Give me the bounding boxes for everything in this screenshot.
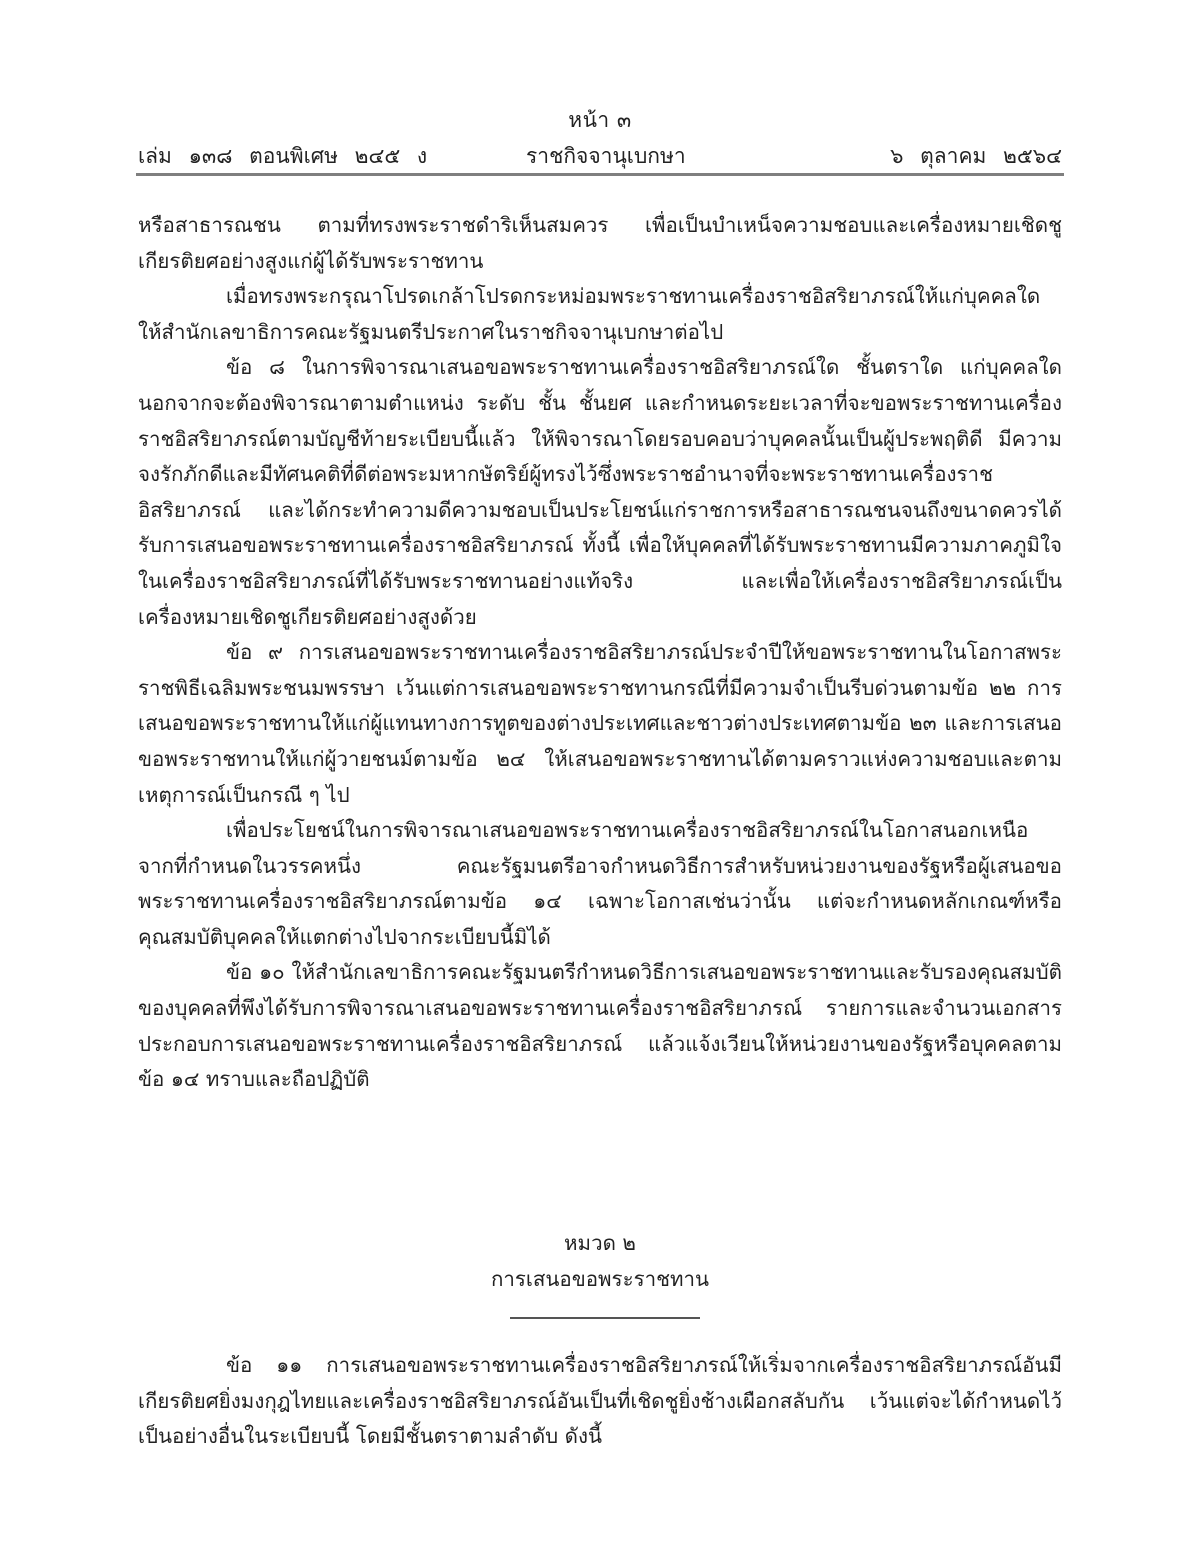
chapter-title: การเสนอขอพระราชทาน [490, 1267, 710, 1291]
paragraph-announcement: เมื่อทรงพระกรุณาโปรดเกล้าโปรดกระหม่อมพระราชทานเครื่องราชอิสริยาภรณ์ให้แก่บุคคลใด ให้สำนักเลขาธิการคณะรัฐมนตรีประกาศในราชกิจจานุเบกษาต่อไป [138, 284, 1041, 344]
chapter-number: หมวด ๒ [564, 1231, 636, 1255]
document-body [138, 208, 1062, 1098]
publication-date: ๖ ตุลาคม ๒๕๖๔ [890, 144, 1062, 168]
document-body-chapter-2 [138, 1348, 1062, 1455]
volume-issue: เล่ม ๑๓๘ ตอนพิเศษ ๒๔๕ ง [138, 144, 428, 168]
clause-11: ข้อ ๑๑ การเสนอขอพระราชทานเครื่องราชอิสริยาภรณ์ให้เริ่มจากเครื่องราชอิสริยาภรณ์อันมีเกียรติยศยิ่งมงกุฎไทยและเครื่องราชอิสริยาภรณ์อันเป็นที่เชิดชูยิ่งช้างเผือกสลับกัน เว้นแต่จะได้กำหนดไว้เป็นอย่างอื่นในระเบียบนี้ โดยมีชั้นตราตามลำดับ ดังนี้ [138, 1353, 1062, 1449]
clause-10: ข้อ ๑๐ ให้สำนักเลขาธิการคณะรัฐมนตรีกำหนดวิธีการเสนอขอพระราชทานและรับรองคุณสมบัติของบุคคลที่พึงได้รับการพิจารณาเสนอขอพระราชทานเครื่องราชอิสริยาภรณ์ รายการและจำนวนเอกสารประกอบการเสนอขอพระราชทานเครื่องราชอิสริยาภรณ์ แล้วแจ้งเวียนให้หน่วยงานของรัฐหรือบุคคลตามข้อ ๑๔ ทราบและถือปฏิบัติ [138, 960, 1062, 1092]
header-divider [136, 173, 1064, 176]
page-number: หน้า ๓ [568, 108, 632, 132]
clause-9: ข้อ ๙ การเสนอขอพระราชทานเครื่องราชอิสริยาภรณ์ประจำปีให้ขอพระราชทานในโอกาสพระราชพิธีเฉลิมพระชนมพรรษา เว้นแต่การเสนอขอพระราชทานกรณีที่มีความจำเป็นรีบด่วนตามข้อ ๒๒ การเสนอขอพระราชทานให้แก่ผู้แทนทางการทูตของต่างประเทศและชาวต่างประเทศตามข้อ ๒๓ และการเสนอขอพระราชทานให้แก่ผู้วายชนม์ตามข้อ ๒๔ ให้เสนอขอพระราชทานได้ตามคราวแห่งความชอบและตามเหตุการณ์เป็นกรณี ๆ ไป [138, 640, 1062, 807]
gazette-header [138, 140, 1062, 170]
paragraph-continuation: หรือสาธารณชน ตามที่ทรงพระราชดำริเห็นสมควร เพื่อเป็นบำเหน็จความชอบและเครื่องหมายเชิดชูเกียรติยศอย่างสูงแก่ผู้ได้รับพระราชทาน [138, 213, 1062, 273]
clause-9-paragraph-2: เพื่อประโยชน์ในการพิจารณาเสนอขอพระราชทานเครื่องราชอิสริยาภรณ์ในโอกาสนอกเหนือจากที่กำหนดในวรรคหนึ่ง คณะรัฐมนตรีอาจกำหนดวิธีการสำหรับหน่วยงานของรัฐหรือผู้เสนอขอพระราชทานเครื่องราชอิสริยาภรณ์ตามข้อ ๑๔ เฉพาะโอกาสเช่นว่านั้น แต่จะกำหนดหลักเกณฑ์หรือคุณสมบัติบุคคลให้แตกต่างไปจากระเบียบนี้มิได้ [138, 818, 1062, 949]
publication-title: ราชกิจจานุเบกษา [526, 144, 686, 168]
clause-8: ข้อ ๘ ในการพิจารณาเสนอขอพระราชทานเครื่องราชอิสริยาภรณ์ใด ชั้นตราใด แก่บุคคลใด นอกจากจะต้องพิจารณาตามตำแหน่ง ระดับ ชั้น ชั้นยศ และกำหนดระยะเวลาที่จะขอพระราชทานเครื่องราชอิสริยาภรณ์ตามบัญชีท้ายระเบียบนี้แล้ว ให้พิจารณาโดยรอบคอบว่าบุคคลนั้นเป็นผู้ประพฤติดี มีความจงรักภักดีและมีทัศนคติที่ดีต่อพระมหากษัตริย์ผู้ทรงไว้ซึ่งพระราชอำนาจที่จะพระราชทานเครื่องราชอิสริยาภรณ์ และได้กระทำความดีความชอบเป็นประโยชน์แก่ราชการหรือสาธารณชนจนถึงขนาดควรได้รับการเสนอขอพระราชทานเครื่องราชอิสริยาภรณ์ ทั้งนี้ เพื่อให้บุคคลที่ได้รับพระราชทานมีความภาคภูมิใจในเครื่องราชอิสริยาภรณ์ที่ได้รับพระราชทานอย่างแท้จริง และเพื่อให้เครื่องราชอิสริยาภรณ์เป็นเครื่องหมายเชิดชูเกียรติยศอย่างสูงด้วย [138, 355, 1062, 629]
chapter-divider [510, 1317, 700, 1319]
